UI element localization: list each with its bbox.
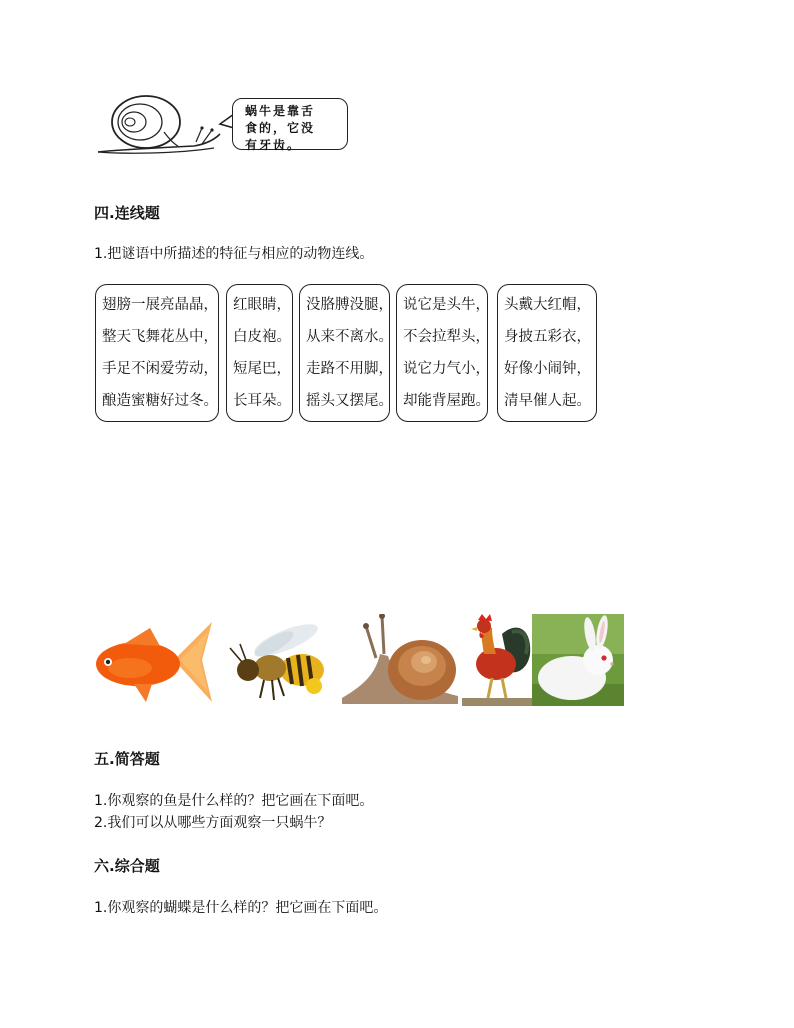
riddle-line: 走路不用脚， bbox=[306, 361, 393, 377]
riddle-line: 翅膀一展亮晶晶， bbox=[102, 297, 218, 313]
riddle-line: 好像小闹钟， bbox=[504, 361, 591, 377]
riddle-line: 没胳膊没腿， bbox=[306, 297, 393, 313]
riddle-line: 头戴大红帽， bbox=[504, 297, 591, 313]
riddle-line: 身披五彩衣， bbox=[504, 329, 591, 345]
section-5-heading: 五.简答题 bbox=[94, 750, 160, 768]
riddle-line: 酿造蜜糖好过冬。 bbox=[102, 393, 218, 409]
riddle-line: 却能背屋跑。 bbox=[403, 393, 490, 409]
riddle-box-fish bbox=[299, 284, 393, 422]
riddle-line: 整天飞舞花丛中， bbox=[102, 329, 218, 345]
riddle-box-rabbit bbox=[226, 284, 293, 422]
riddle-line: 清早催人起。 bbox=[504, 393, 591, 409]
section-4-question: 1.把谜语中所描述的特征与相应的动物连线。 bbox=[94, 246, 374, 262]
section-6-question-1: 1.你观察的蝴蝶是什么样的？把它画在下面吧。 bbox=[94, 900, 388, 916]
riddle-line: 说它力气小， bbox=[403, 361, 490, 377]
riddle-box-snail bbox=[396, 284, 488, 422]
speech-line: 蜗牛是靠舌 bbox=[245, 104, 316, 118]
riddle-line: 不会拉犁头， bbox=[403, 329, 490, 345]
riddle-line: 白皮袍。 bbox=[233, 329, 291, 345]
section-4-heading: 四.连线题 bbox=[94, 204, 160, 222]
riddle-line: 长耳朵。 bbox=[233, 393, 291, 409]
snail-image bbox=[336, 614, 460, 706]
riddle-box-rooster bbox=[497, 284, 597, 422]
rooster-image bbox=[462, 614, 532, 706]
riddle-line: 红眼睛， bbox=[233, 297, 291, 313]
riddle-line: 从来不离水。 bbox=[306, 329, 393, 345]
bee-image bbox=[214, 614, 334, 706]
goldfish-image bbox=[94, 614, 216, 706]
speech-bubble bbox=[232, 98, 348, 150]
snail-drawing bbox=[94, 94, 234, 158]
riddle-line: 手足不闲爱劳动， bbox=[102, 361, 218, 377]
speech-line: 食的，它没 bbox=[245, 121, 316, 135]
section-6-heading: 六.综合题 bbox=[94, 857, 160, 875]
riddle-line: 摇头又摆尾。 bbox=[306, 393, 393, 409]
speech-line: 有牙齿。 bbox=[245, 138, 302, 152]
section-5-question-1: 1.你观察的鱼是什么样的？把它画在下面吧。 bbox=[94, 793, 374, 809]
section-5-question-2: 2.我们可以从哪些方面观察一只蜗牛？ bbox=[94, 815, 332, 831]
riddle-box-bee bbox=[95, 284, 219, 422]
rabbit-image bbox=[532, 614, 624, 706]
riddle-line: 短尾巴， bbox=[233, 361, 291, 377]
riddle-line: 说它是头牛， bbox=[403, 297, 490, 313]
